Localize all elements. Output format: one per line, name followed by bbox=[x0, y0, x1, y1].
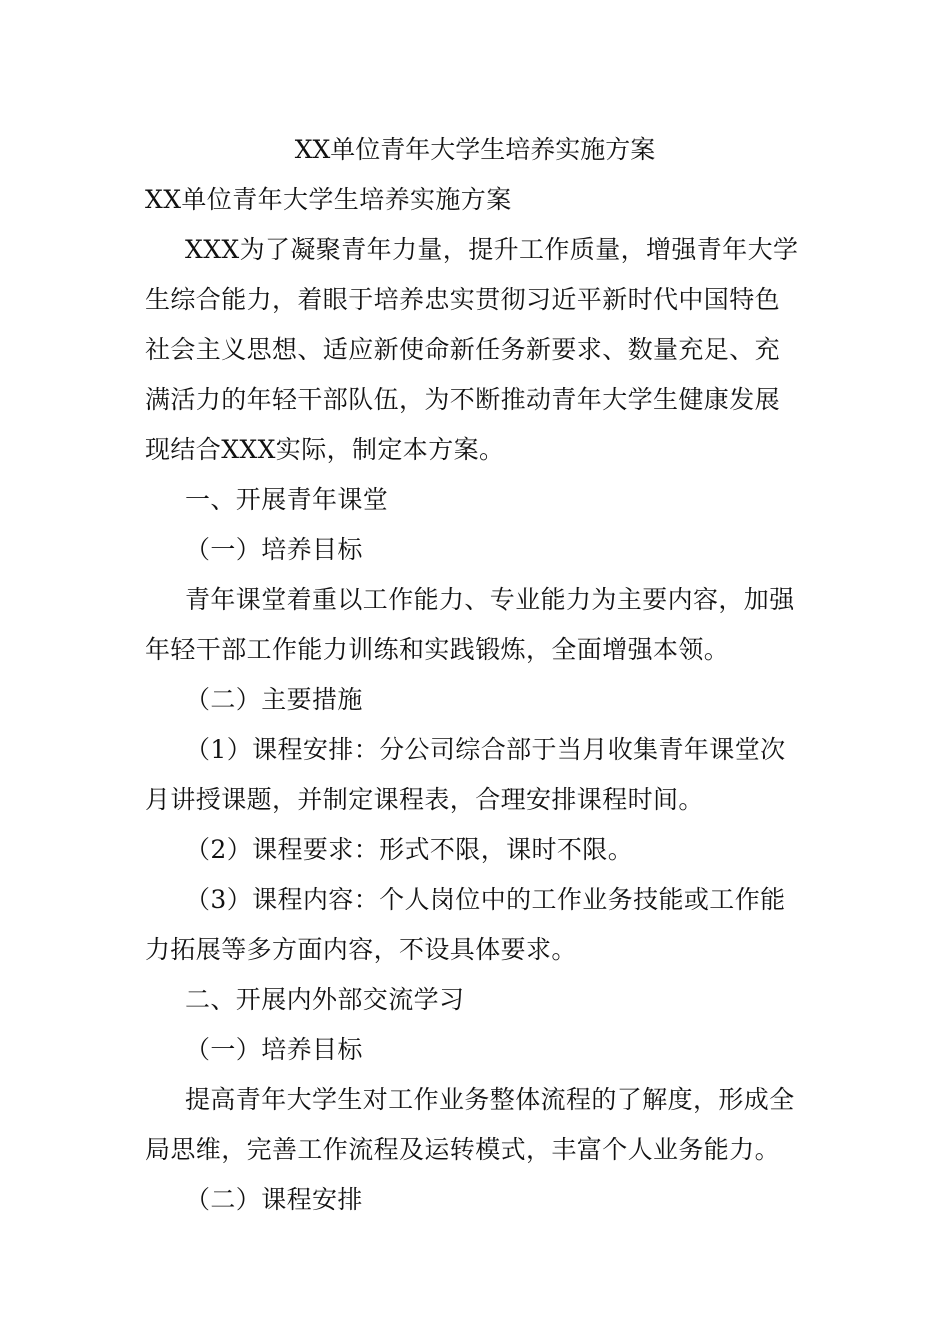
subsection-heading: （一）培养目标 bbox=[185, 1035, 363, 1064]
list-item-line: （2）课程要求：形式不限，课时不限。 bbox=[185, 835, 634, 864]
list-item-line: 力拓展等多方面内容，不设具体要求。 bbox=[145, 935, 577, 964]
subsection-heading: （二）课程安排 bbox=[185, 1185, 363, 1214]
subtitle-line: XX单位青年大学生培养实施方案 bbox=[145, 185, 512, 214]
paragraph-line: 现结合XXX实际，制定本方案。 bbox=[145, 435, 505, 464]
paragraph-line: 局思维，完善工作流程及运转模式，丰富个人业务能力。 bbox=[145, 1135, 781, 1164]
paragraph-line: 社会主义思想、适应新使命新任务新要求、数量充足、充 bbox=[145, 335, 781, 364]
section-heading: 一、开展青年课堂 bbox=[185, 485, 389, 514]
paragraph-line: XXX为了凝聚青年力量，提升工作质量，增强青年大学 bbox=[185, 235, 799, 264]
list-item-line: （1）课程安排：分公司综合部于当月收集青年课堂次 bbox=[185, 735, 786, 764]
list-item-line: 月讲授课题，并制定课程表，合理安排课程时间。 bbox=[145, 785, 704, 814]
subsection-heading: （一）培养目标 bbox=[185, 535, 363, 564]
subsection-heading: （二）主要措施 bbox=[185, 685, 363, 714]
document-title: XX单位青年大学生培养实施方案 bbox=[294, 135, 656, 164]
paragraph-line: 年轻干部工作能力训练和实践锻炼，全面增强本领。 bbox=[145, 635, 730, 664]
paragraph-line: 提高青年大学生对工作业务整体流程的了解度，形成全 bbox=[185, 1085, 795, 1114]
paragraph-line: 满活力的年轻干部队伍，为不断推动青年大学生健康发展 bbox=[145, 385, 781, 414]
section-heading: 二、开展内外部交流学习 bbox=[185, 985, 465, 1014]
paragraph-line: 生综合能力，着眼于培养忠实贯彻习近平新时代中国特色 bbox=[145, 285, 781, 314]
list-item-line: （3）课程内容：个人岗位中的工作业务技能或工作能 bbox=[185, 885, 786, 914]
paragraph-line: 青年课堂着重以工作能力、专业能力为主要内容，加强 bbox=[185, 585, 795, 614]
